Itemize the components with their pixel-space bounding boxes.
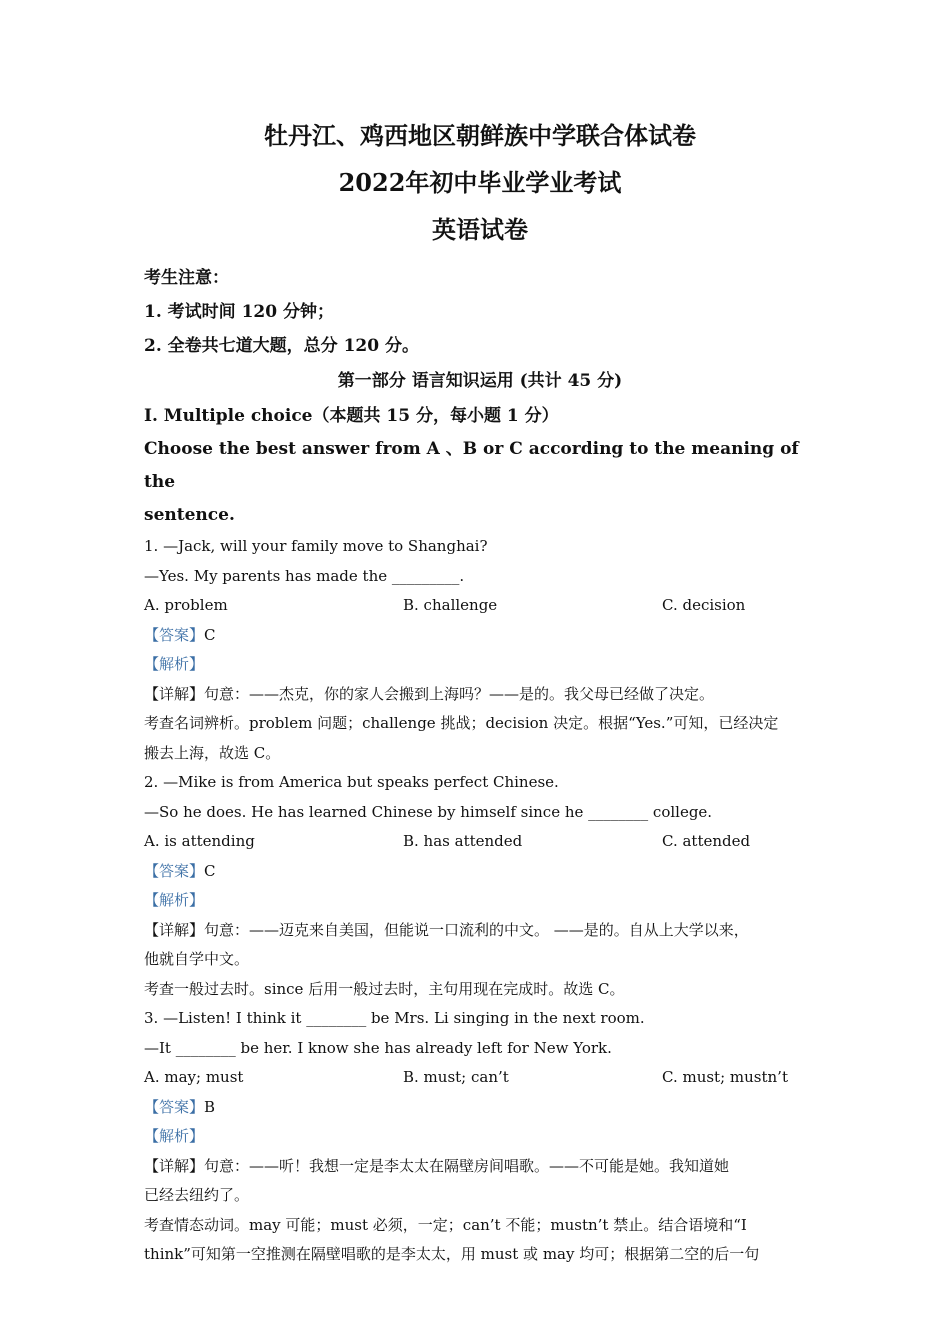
- option-c: C. attended: [662, 832, 751, 850]
- analysis-row: [144, 650, 816, 680]
- exam-title-line3: 英语试卷: [432, 215, 528, 244]
- notice-heading: 考生注意：: [144, 268, 229, 288]
- answer-value: B: [204, 1097, 216, 1116]
- question-options: [144, 827, 816, 857]
- analysis-tag: 【解析】: [144, 1127, 205, 1145]
- question-3: [144, 1004, 816, 1270]
- page-content: [144, 112, 816, 1270]
- question-stem-line2: —So he does. He has learned Chinese by himself since he ________ college.: [144, 802, 713, 821]
- answer-row: [144, 1093, 816, 1123]
- option-a: A. problem: [144, 596, 228, 614]
- notice-item-1: 1. 考试时间 120 分钟；: [144, 302, 334, 322]
- answer-row: [144, 621, 816, 651]
- exam-title-line1: 牡丹江、鸡西地区朝鲜族中学联合体试卷: [264, 121, 696, 150]
- question-stem-line1: 2. —Mike is from America but speaks perfect Chinese.: [144, 773, 559, 791]
- option-b: B. challenge: [403, 596, 498, 614]
- option-b: B. has attended: [403, 832, 523, 850]
- notice-block: [144, 261, 816, 363]
- part-title: 第一部分 语言知识运用 (共计 45 分): [337, 371, 623, 391]
- answer-value: C: [204, 625, 216, 644]
- question-stem-line1: 1. —Jack, will your family move to Shanghai?: [144, 537, 488, 555]
- analysis-row: [144, 1122, 816, 1152]
- question-stem-line2: —Yes. My parents has made the _________.: [144, 566, 465, 585]
- notice-item-2: 2. 全卷共七道大题，总分 120 分。: [144, 336, 419, 356]
- detail-line: 考查名词辨析。problem 问题；challenge 挑战；decision 决定。根据“Yes.”可知，已经决定: [144, 714, 779, 732]
- analysis-tag: 【解析】: [144, 891, 205, 909]
- detail-line: 他就自学中文。: [144, 950, 250, 968]
- detail-line: 已经去纽约了。: [144, 1186, 250, 1204]
- answer-row: [144, 857, 816, 887]
- option-c: C. must; mustn’t: [662, 1068, 788, 1086]
- answer-tag: 【答案】: [144, 625, 205, 644]
- question-options: [144, 591, 816, 621]
- detail-line: 【详解】句意：——杰克，你的家人会搬到上海吗？——是的。我父母已经做了决定。: [144, 684, 715, 703]
- answer-value: C: [204, 861, 216, 880]
- answer-tag: 【答案】: [144, 1097, 205, 1116]
- question-options: [144, 1063, 816, 1093]
- question-stem-line1: 3. —Listen! I think it ________ be Mrs. Li singing in the next room.: [144, 1009, 645, 1027]
- direction-line-2: sentence.: [144, 505, 235, 525]
- detail-line: 【详解】句意：——迈克来自美国，但能说一口流利的中文。 ——是的。自从上大学以来，: [144, 920, 749, 939]
- detail-line: think”可知第一空推测在隔壁唱歌的是李太太，用 must 或 may 均可；根据第二空的后一句: [144, 1245, 760, 1263]
- question-2: [144, 768, 816, 1004]
- question-stem-line2: —It ________ be her. I know she has already left for New York.: [144, 1038, 612, 1057]
- answer-tag: 【答案】: [144, 861, 205, 880]
- detail-line: 考查一般过去时。since 后用一般过去时，主句用现在完成时。故选 C。: [144, 979, 625, 998]
- section-title: I. Multiple choice（本题共 15 分，每小题 1 分）: [144, 406, 559, 426]
- direction-line-1: Choose the best answer from A 、B or C according to the meaning of the: [144, 439, 799, 492]
- analysis-tag: 【解析】: [144, 655, 205, 673]
- question-1: [144, 532, 816, 768]
- option-a: A. is attending: [144, 832, 255, 850]
- option-a: A. may; must: [144, 1068, 244, 1086]
- detail-line: 考查情态动词。may 可能；must 必须，一定；can’t 不能；mustn’t 禁止。结合语境和“I: [144, 1215, 747, 1234]
- detail-line: 【详解】句意：——听！我想一定是李太太在隔壁房间唱歌。——不可能是她。我知道她: [144, 1156, 730, 1175]
- exam-title-line2: 2022年初中毕业学业考试: [338, 168, 622, 197]
- option-b: B. must; can’t: [403, 1068, 509, 1086]
- analysis-row: [144, 886, 816, 916]
- option-c: C. decision: [662, 596, 746, 614]
- detail-line: 搬去上海，故选 C。: [144, 743, 281, 762]
